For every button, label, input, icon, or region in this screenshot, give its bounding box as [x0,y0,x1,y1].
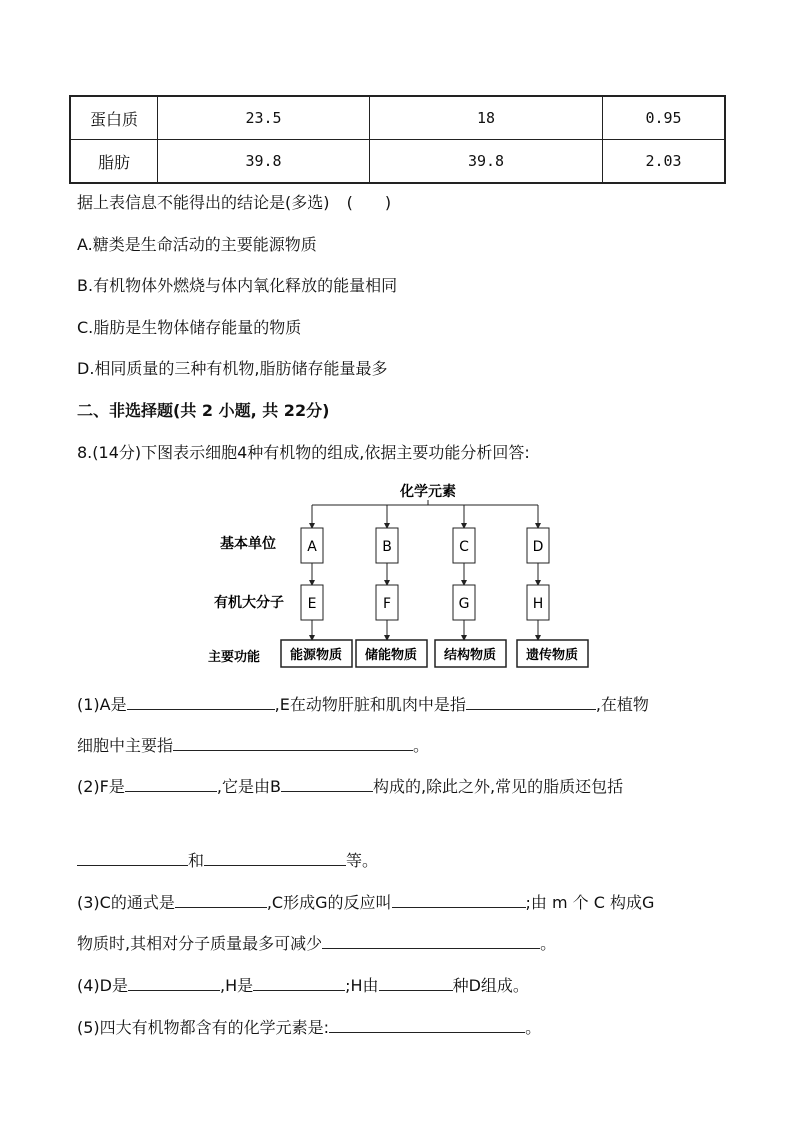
p3-text-c: ;由 m 个 C 构成G [525,893,655,912]
p4-text-d: 种D组成。 [452,976,529,995]
answer-paren: ( ) [346,193,392,212]
unit-d: D [532,539,544,555]
answer-blank[interactable] [329,1015,525,1033]
q8-part3-line2 [77,931,556,955]
section-heading: 二、非选择题(共 2 小题, 共 22分) [77,401,330,420]
p1-text-d: 细胞中主要指 [77,736,174,755]
option-a: A.糖类是生命活动的主要能源物质 [77,235,317,254]
p5-text-b: 。 [525,1018,542,1037]
q8-part5 [77,1015,541,1039]
table-row [70,96,725,140]
p1-text-c: ,在植物 [595,695,649,714]
cell-value: 2.03 [603,140,726,184]
p3-text-e: 。 [540,934,557,953]
cell-value: 18 [370,96,603,140]
p3-text-a: (3)C的通式是 [77,893,175,912]
p2-text-b: ,它是由B [216,777,281,796]
p2-text-c: 构成的,除此之外,常见的脂质还包括 [372,777,624,796]
q8-part4 [77,973,529,997]
cell-value: 23.5 [158,96,370,140]
q8-part1-line2 [77,733,429,757]
unit-b: B [382,539,392,555]
bottom-arrows [312,620,538,640]
answer-blank[interactable] [281,774,373,792]
p2-text-e: 等。 [346,851,379,870]
unit-a: A [307,539,317,555]
option-b: B.有机物体外燃烧与体内氧化释放的能量相同 [77,276,398,295]
q8-part1-line1 [77,692,649,716]
option-c: C.脂肪是生物体储存能量的物质 [77,318,302,337]
function-storage: 储能物质 [364,648,418,663]
answer-blank[interactable] [253,973,345,991]
unit-c: C [459,539,469,555]
top-arrows [312,505,538,528]
answer-blank[interactable] [77,848,188,866]
answer-blank[interactable] [173,733,413,751]
q8-part2-line2 [77,848,378,872]
energy-table [69,95,726,184]
function-genetic: 遗传物质 [525,648,579,663]
cell-value: 39.8 [370,140,603,184]
organic-compounds-diagram [200,478,600,670]
p3-text-b: ,C形成G的反应叫 [266,893,392,912]
macro-h: H [532,596,544,612]
answer-blank[interactable] [392,890,526,908]
table-row [70,140,725,184]
p2-text-a: (2)F是 [77,777,125,796]
mid-arrows [312,563,538,585]
p3-text-d: 物质时,其相对分子质量最多可减少 [77,934,323,953]
function-energy: 能源物质 [289,648,343,663]
q7-stem-text: 据上表信息不能得出的结论是(多选) [77,193,330,212]
answer-blank[interactable] [125,774,217,792]
answer-blank[interactable] [466,692,596,710]
cell-value: 39.8 [158,140,370,184]
macro-f: F [382,596,392,612]
row-name: 脂肪 [70,140,158,184]
function-boxes [281,640,588,667]
option-d: D.相同质量的三种有机物,脂肪储存能量最多 [77,359,388,378]
p4-text-c: ;H由 [345,976,379,995]
row-label-units: 基本单位 [220,536,276,552]
p1-text-e: 。 [413,736,430,755]
diagram-top-label: 化学元素 [400,484,456,500]
q8-stem: 8.(14分)下图表示细胞4种有机物的组成,依据主要功能分析回答: [77,443,530,462]
p5-text-a: (5)四大有机物都含有的化学元素是: [77,1018,330,1037]
unit-boxes [301,528,549,563]
macro-boxes [301,585,549,620]
answer-blank[interactable] [204,848,346,866]
answer-blank[interactable] [128,973,220,991]
row-label-function: 主要功能 [208,650,261,665]
p1-text-b: ,E在动物肝脏和肌肉中是指 [274,695,466,714]
answer-blank[interactable] [175,890,267,908]
q8-part3-line1 [77,890,654,914]
function-structure: 结构物质 [443,648,497,663]
p4-text-a: (4)D是 [77,976,128,995]
answer-blank[interactable] [127,692,275,710]
p1-text-a: (1)A是 [77,695,127,714]
q7-stem [77,192,391,214]
answer-blank[interactable] [322,931,540,949]
answer-blank[interactable] [379,973,453,991]
p4-text-b: ,H是 [220,976,254,995]
p2-text-d: 和 [188,851,205,870]
row-name: 蛋白质 [70,96,158,140]
macro-e: E [307,596,317,612]
macro-g: G [458,596,470,612]
q8-part2-line1 [77,774,623,798]
row-label-macro: 有机大分子 [214,595,284,611]
cell-value: 0.95 [603,96,726,140]
